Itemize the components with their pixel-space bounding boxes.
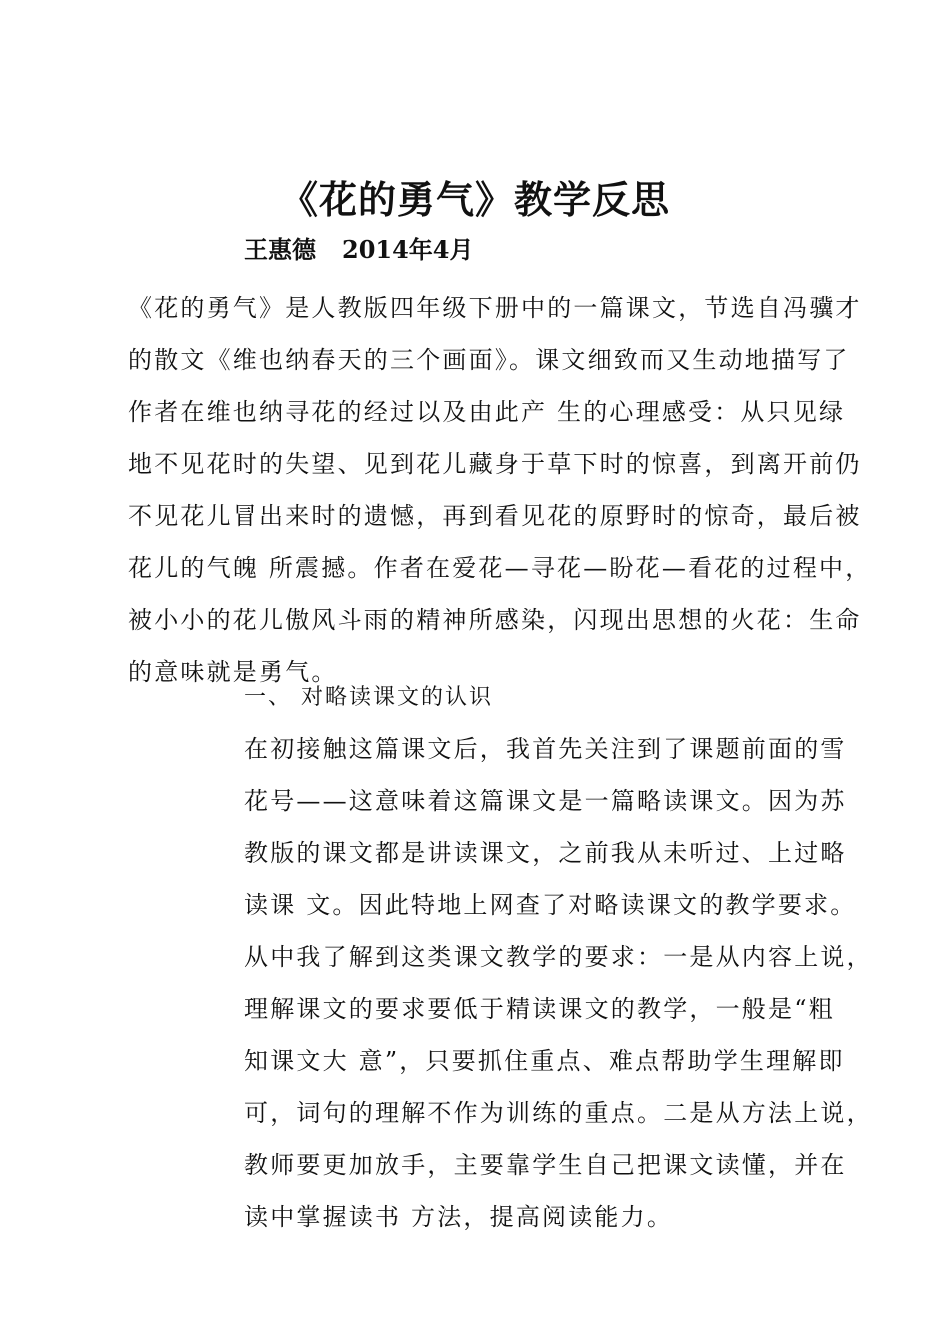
paragraph-line: 被小小的花儿傲风斗雨的精神所感染，闪现出思想的火花：生命: [128, 606, 862, 634]
paragraph-line: 教师要更加放手，主要靠学生自己把课文读懂，并在: [244, 1151, 847, 1179]
paragraph-line: 在初接触这篇课文后，我首先关注到了课题前面的雪: [244, 735, 847, 763]
paragraph-line: 可，词句的理解不作为训练的重点。二是从方法上说，: [244, 1099, 873, 1127]
paragraph-line: 不见花儿冒出来时的遗憾，再到看见花的原野时的惊奇，最后被: [128, 502, 862, 530]
paragraph-line: 知课文大 意”，只要抓住重点、难点帮助学生理解即: [244, 1047, 845, 1075]
publish-date: 2014年4月: [342, 235, 474, 264]
section-paragraph: [244, 722, 873, 1242]
paragraph-line: 作者在维也纳寻花的经过以及由此产 生的心理感受：从只见绿: [128, 398, 846, 426]
byline: [244, 230, 474, 270]
author-name: 王惠德: [244, 235, 316, 264]
paragraph-line: 花儿的气魄 所震撼。作者在爱花—寻花—盼花—看花的过程中，: [128, 554, 872, 582]
document-title: 《花的勇气》教学反思: [279, 177, 670, 222]
paragraph-line: 的散文《维也纳春天的三个画面》。课文细致而又生动地描写了: [128, 346, 850, 374]
paragraph-line: 读课 文。因此特地上网查了对略读课文的教学要求。: [244, 891, 857, 919]
paragraph-line: 理解课文的要求要低于精读课文的教学，一般是“粗: [244, 995, 835, 1023]
paragraph-line: 花号——这意味着这篇课文是一篇略读课文。因为苏: [244, 787, 847, 815]
paragraph-line: 地不见花时的失望、见到花儿藏身于草下时的惊喜，到离开前仍: [128, 450, 862, 478]
section-heading: 一、 对略读课文的认识: [244, 685, 493, 710]
paragraph-line: 读中掌握读书 方法，提高阅读能力。: [244, 1203, 674, 1231]
paragraph-line: 教版的课文都是讲读课文，之前我从未听过、上过略: [244, 839, 847, 867]
intro-paragraph: [128, 282, 872, 698]
paragraph-line: 《花的勇气》是人教版四年级下册中的一篇课文，节选自冯骥才: [128, 294, 862, 322]
paragraph-line: 的意味就是勇气。: [128, 658, 338, 686]
paragraph-line: 从中我了解到这类课文教学的要求：一是从内容上说，: [244, 943, 873, 971]
